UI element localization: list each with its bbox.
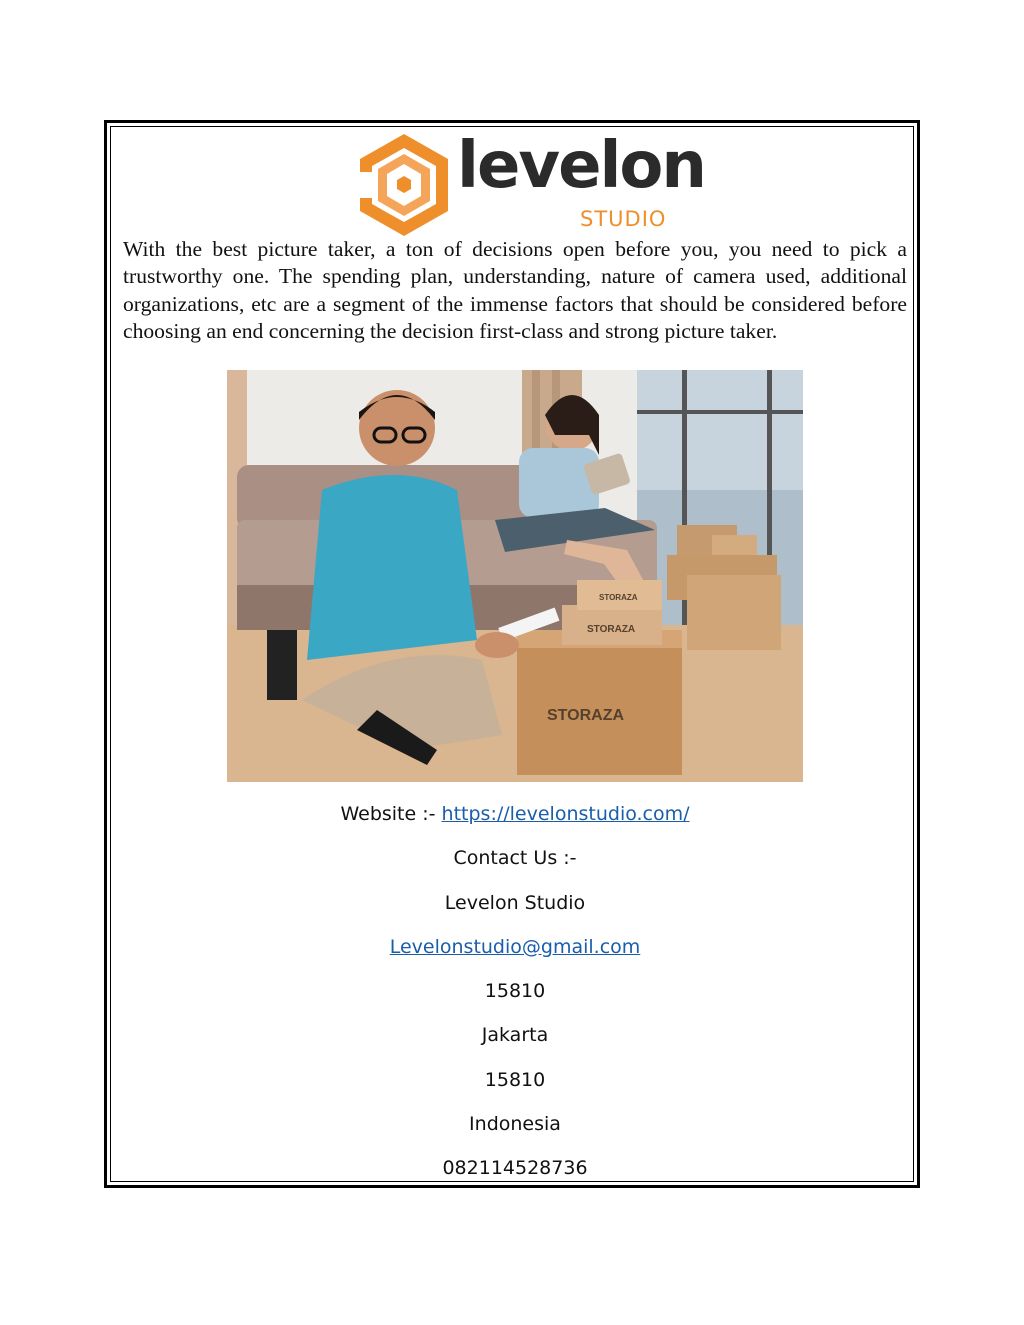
website-label: Website :- <box>340 803 436 825</box>
contact-block <box>111 798 919 1197</box>
postal-code: 15810 <box>484 1068 546 1091</box>
website-link[interactable]: https://levelonstudio.com/ <box>441 803 690 825</box>
box-label: STORAZA <box>599 593 638 602</box>
intro-paragraph: With the best picture taker, a ton of decisions open before you, you need to pick a trustworthy one. The spending plan, understanding, nature of camera used, additional organizations, etc are a segment of the immense factors that should be considered before choosing an end concerning the decision first-class and strong picture taker. <box>123 237 907 343</box>
hero-photo <box>227 370 803 782</box>
hexagon-logo-icon <box>354 132 454 238</box>
page-frame-inner <box>110 126 914 1182</box>
postal-code: 15810 <box>484 980 546 1003</box>
contact-label: Contact Us :- <box>453 847 577 870</box>
email-line <box>111 931 919 975</box>
box-label: STORAZA <box>547 707 625 724</box>
box-label: STORAZA <box>587 624 636 635</box>
company-name: Levelon Studio <box>444 891 586 914</box>
email-link[interactable]: Levelonstudio@gmail.com <box>389 935 641 958</box>
page-frame <box>104 120 920 1188</box>
city: Jakarta <box>481 1024 549 1047</box>
logo-wordmark: levelon <box>457 129 705 203</box>
logo-subtitle: STUDIO <box>580 207 667 231</box>
levelon-logo <box>354 129 705 240</box>
website-line <box>111 798 919 842</box>
country: Indonesia <box>469 1113 561 1136</box>
phone-number: 082114528736 <box>442 1157 588 1180</box>
